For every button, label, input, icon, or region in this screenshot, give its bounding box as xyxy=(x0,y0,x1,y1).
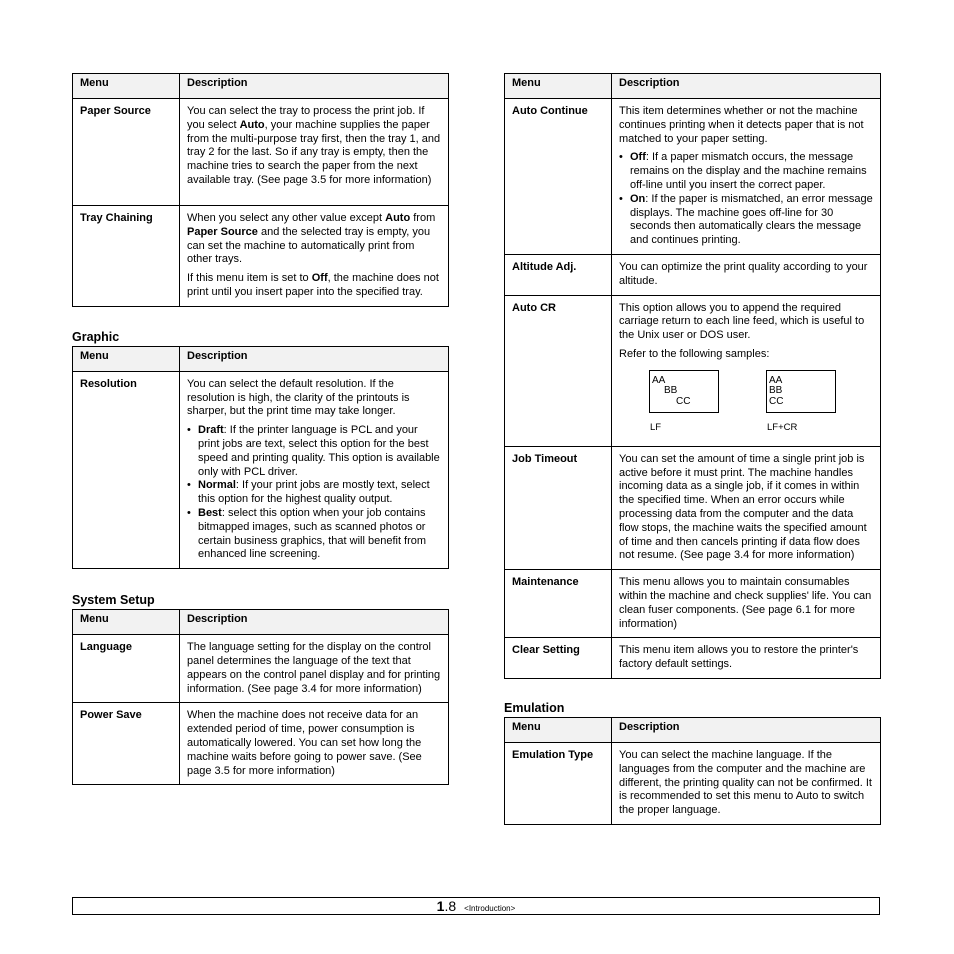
description-column-header: Description xyxy=(180,74,449,99)
page-chapter-number: 1 xyxy=(436,898,445,914)
description-column-header: Description xyxy=(180,346,449,371)
description-power-save xyxy=(180,703,449,785)
text-run: : If your print jobs are mostly text, select this option for the highest quality output. xyxy=(198,479,430,506)
description-altitude-adj xyxy=(612,254,881,295)
system-setup-table xyxy=(72,609,449,785)
right-column xyxy=(504,73,881,825)
table-header-row xyxy=(73,74,449,99)
list-item xyxy=(619,193,873,248)
footer-text xyxy=(73,898,879,917)
list-item xyxy=(619,151,873,192)
description-paragraph: This menu item allows you to restore the printer's factory default settings. xyxy=(619,644,859,671)
bold-term: Off xyxy=(311,272,328,285)
sample-lf-box xyxy=(649,370,719,413)
text-run: When you select any other value except xyxy=(187,212,386,224)
section-title-graphic: Graphic xyxy=(72,329,120,344)
sample-line: CC xyxy=(676,395,691,407)
table-header-row xyxy=(73,610,449,635)
page-footer xyxy=(72,897,880,915)
bold-term: Best xyxy=(198,506,222,519)
bold-term: Paper Source xyxy=(187,225,258,238)
menu-column-header: Menu xyxy=(73,346,180,371)
menu-term-maintenance: Maintenance xyxy=(505,570,612,638)
description-clear-setting xyxy=(612,638,881,679)
table-row xyxy=(73,371,449,568)
table-header-row xyxy=(73,346,449,371)
menu-term-resolution: Resolution xyxy=(73,371,180,568)
text-run: : If a paper mismatch occurs, the message remains on the display and the machine remains off-line until you insert the correct paper. xyxy=(630,151,867,191)
section-title-system-setup: System Setup xyxy=(72,593,155,608)
list-item xyxy=(187,479,441,507)
sample-lfcr-box xyxy=(766,370,836,413)
sample-line: BB xyxy=(769,385,783,397)
sample-lf-label: LF xyxy=(650,421,662,433)
list-item xyxy=(187,424,441,479)
description-paragraph: This option allows you to append the required carriage return to each line feed, which is useful to the Unix user or DOS user. xyxy=(619,301,865,342)
text-run: : If the printer language is PCL and your print jobs are text, select this option for the best speed and printing quality. This option is available only with PCL driver. xyxy=(198,424,440,478)
description-emulation-type xyxy=(612,742,881,824)
list-item xyxy=(187,507,441,562)
table-row xyxy=(73,635,449,703)
option-list xyxy=(187,424,441,562)
sample-lfcr-label: LF+CR xyxy=(767,421,798,433)
description-auto-cr xyxy=(612,295,881,446)
page-sub-number: .8 xyxy=(444,898,457,914)
table-row xyxy=(505,99,881,255)
description-paragraph: Refer to the following samples: xyxy=(619,347,770,360)
text-run: : If the paper is mismatched, an error message displays. The machine goes off-line for 30 seconds then automatically clears the message and continues printing. xyxy=(630,192,873,247)
description-paper-source xyxy=(180,99,449,206)
menu-column-header: Menu xyxy=(73,610,180,635)
text-run: : select this option when your job contains bitmapped images, such as scanned photos or certain business graphics, that will benefit from enhanced line screening. xyxy=(198,506,427,561)
description-paragraph: You can select the machine language. If the languages from the computer and the machine are different, the printing quality can not be confirmed. It is recommended to set this menu to Auto to switch the proper language. xyxy=(619,748,872,817)
paper-tray-table xyxy=(72,73,449,307)
table-row xyxy=(505,570,881,638)
menu-term-altitude-adj: Altitude Adj. xyxy=(505,254,612,295)
table-row xyxy=(505,638,881,679)
table-row xyxy=(505,295,881,446)
menu-term-emulation-type: Emulation Type xyxy=(505,742,612,824)
text-run: and the selected tray is empty, you can set the machine to automatically print from other trays. xyxy=(187,225,431,266)
menu-term-auto-cr: Auto CR xyxy=(505,295,612,446)
menu-term-paper-source: Paper Source xyxy=(73,99,180,206)
description-paragraph: You can optimize the print quality according to your altitude. xyxy=(619,260,868,287)
bold-term: Draft xyxy=(198,424,224,437)
sample-line: BB xyxy=(664,385,678,397)
bold-term: Auto xyxy=(239,118,265,131)
table-row xyxy=(73,703,449,785)
sample-line: AA xyxy=(769,374,783,386)
bold-term: Off xyxy=(630,151,646,164)
description-paragraph xyxy=(187,272,441,300)
menu-term-power-save: Power Save xyxy=(73,703,180,785)
graphic-table xyxy=(72,346,449,569)
section-title-emulation: Emulation xyxy=(504,700,565,715)
menu-term-auto-continue: Auto Continue xyxy=(505,99,612,255)
description-paragraph: This item determines whether or not the machine continues printing when it detects paper that is not matched to your paper setting. xyxy=(619,105,864,145)
menu-term-language: Language xyxy=(73,635,180,703)
bold-term: Normal xyxy=(198,479,236,492)
description-tray-chaining xyxy=(180,206,449,307)
description-resolution xyxy=(180,371,449,568)
page-number xyxy=(437,898,456,914)
description-paragraph xyxy=(187,212,441,267)
sample-line: AA xyxy=(652,374,666,386)
description-column-header: Description xyxy=(612,74,881,99)
description-paragraph: The language setting for the display on the control panel determines the language of the text that appears on the control panel display and for printing information. (See page 3.4 for more information) xyxy=(187,641,441,695)
menu-column-header: Menu xyxy=(505,717,612,742)
bold-term: Auto xyxy=(385,212,411,224)
menu-column-header: Menu xyxy=(505,74,612,99)
text-run: , the machine does not print until you insert paper into the specified tray. xyxy=(187,272,439,298)
text-run: , your machine supplies the paper from the multi-purpose tray first, then the tray 1, and tray 2 for the last. So if any tray is empty, then the machine tries to search the paper from the next available tray. (See page 3.5 for more information) xyxy=(187,118,441,186)
description-column-header: Description xyxy=(612,717,881,742)
text-run: If this menu item is set to xyxy=(187,272,312,285)
description-maintenance xyxy=(612,570,881,638)
menu-term-tray-chaining: Tray Chaining xyxy=(73,206,180,307)
description-paragraph: This menu allows you to maintain consumables within the machine and check supplies' life. You can clean fuser components. (See page 6.1 for more information) xyxy=(619,576,872,630)
description-paragraph: You can set the amount of time a single print job is active before it must print. The machine handles incoming data as a single job, if it comes in within the specified time. When an error occurs while processing data from the computer and the data flow stops, the machine waits the specified amount of time and then cancels printing if data flow does not resume. (See page 3.4 for more information) xyxy=(619,452,867,562)
table-row xyxy=(73,99,449,206)
system-setup-continued-table xyxy=(504,73,881,679)
description-job-timeout xyxy=(612,446,881,569)
menu-term-job-timeout: Job Timeout xyxy=(505,446,612,569)
table-row xyxy=(505,254,881,295)
sample-line: CC xyxy=(769,395,784,407)
description-paragraph: When the machine does not receive data for an extended period of time, power consumption is automatically lowered. You can set how long the machine waits before going to power save. (See page 3.5 for more information) xyxy=(187,709,422,777)
left-column xyxy=(72,73,449,785)
table-row xyxy=(505,446,881,569)
menu-column-header: Menu xyxy=(73,74,180,99)
table-row xyxy=(73,206,449,307)
emulation-table xyxy=(504,717,881,825)
description-column-header: Description xyxy=(180,610,449,635)
table-row xyxy=(505,742,881,824)
option-list xyxy=(619,151,873,248)
bold-term: On xyxy=(630,192,646,205)
table-header-row xyxy=(505,74,881,99)
menu-term-clear-setting: Clear Setting xyxy=(505,638,612,679)
footer-section-label: <Introduction> xyxy=(464,904,516,913)
table-header-row xyxy=(505,717,881,742)
line-feed-samples xyxy=(619,368,873,440)
text-run: You can select the tray to process the print job. If you select xyxy=(187,105,425,131)
description-auto-continue xyxy=(612,99,881,255)
description-language xyxy=(180,635,449,703)
description-paragraph xyxy=(187,105,441,188)
description-paragraph: You can select the default resolution. If the resolution is high, the clarity of the printouts is sharper, but the print time may take longer. xyxy=(187,377,410,418)
text-run: from xyxy=(410,212,436,224)
